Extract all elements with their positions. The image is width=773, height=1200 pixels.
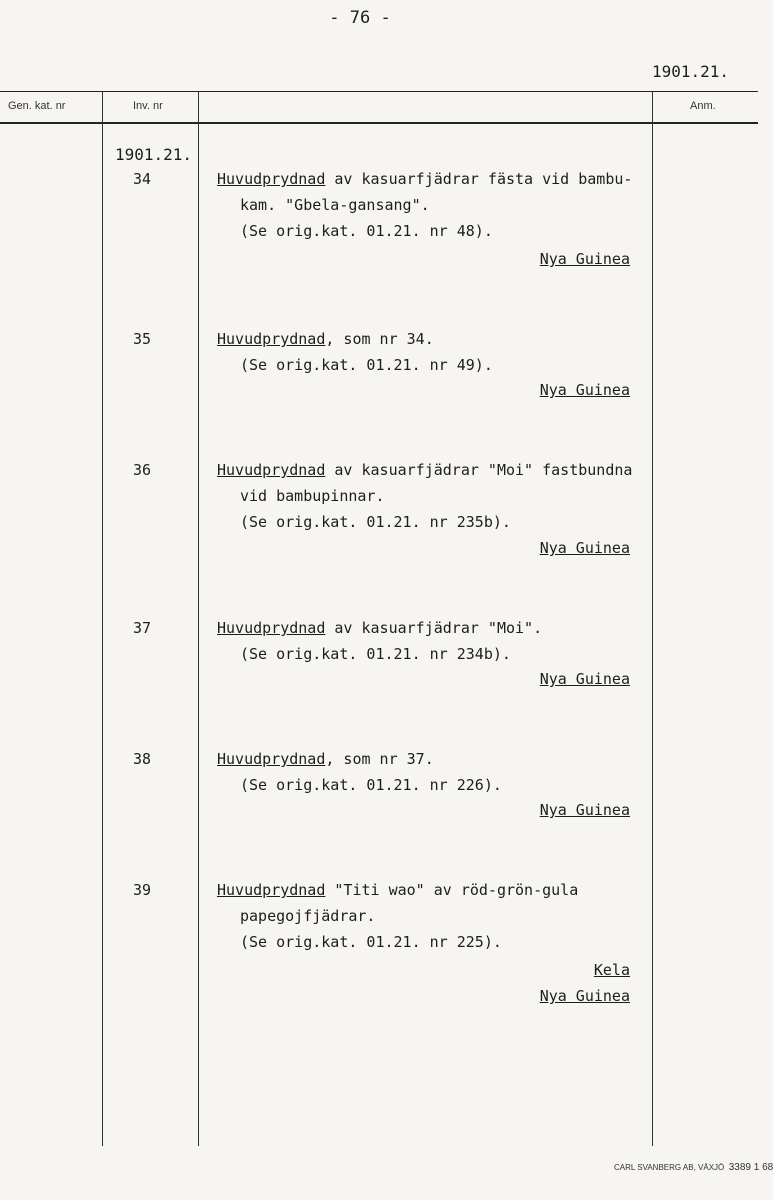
location-text: Nya Guinea bbox=[539, 987, 630, 1005]
column-divider-inv-desc bbox=[198, 91, 199, 1146]
location-text: Kela bbox=[593, 961, 630, 979]
column-divider-gen-inv bbox=[102, 91, 103, 1146]
object-term: Huvudprydnad bbox=[217, 330, 326, 348]
reference-line: (Se orig.kat. 01.21. nr 226). bbox=[240, 776, 502, 794]
description-text: , som nr 34. bbox=[325, 330, 434, 348]
reference-line: (Se orig.kat. 01.21. nr 225). bbox=[240, 933, 502, 951]
object-term: Huvudprydnad bbox=[217, 881, 326, 899]
inventory-number: 39 bbox=[133, 881, 152, 899]
object-term: Huvudprydnad bbox=[217, 170, 326, 188]
location-text: Nya Guinea bbox=[539, 539, 630, 557]
inventory-number: 36 bbox=[133, 461, 152, 479]
inventory-prefix: 1901.21. bbox=[115, 145, 193, 164]
location-text: Nya Guinea bbox=[539, 381, 630, 399]
description-line: vid bambupinnar. bbox=[240, 487, 385, 505]
entry-description-first-line bbox=[217, 881, 578, 899]
form-code: 3389 1 68 bbox=[728, 1162, 773, 1173]
description-text: av kasuarfjädrar fästa vid bambu- bbox=[325, 170, 633, 188]
reference-line: (Se orig.kat. 01.21. nr 235b). bbox=[240, 513, 511, 531]
description-text: , som nr 37. bbox=[325, 750, 434, 768]
description-line: kam. "Gbela-gansang". bbox=[240, 196, 430, 214]
reference-line: (Se orig.kat. 01.21. nr 49). bbox=[240, 356, 493, 374]
object-term: Huvudprydnad bbox=[217, 750, 326, 768]
object-term: Huvudprydnad bbox=[217, 619, 326, 637]
description-text: av kasuarfjädrar "Moi". bbox=[325, 619, 543, 637]
description-line: papegojfjädrar. bbox=[240, 907, 376, 925]
page-number: - 76 - bbox=[329, 8, 391, 28]
location-text: Nya Guinea bbox=[539, 801, 630, 819]
header-bottom-rule bbox=[0, 122, 758, 124]
inventory-number: 35 bbox=[133, 330, 152, 348]
location-text: Nya Guinea bbox=[539, 250, 630, 268]
description-text: av kasuarfjädrar "Moi" fastbundna bbox=[325, 461, 633, 479]
inventory-number: 37 bbox=[133, 619, 152, 637]
printer-name: CARL SVANBERG AB, VÄXJÖ bbox=[614, 1163, 725, 1172]
header-gen-kat-nr: Gen. kat. nr bbox=[8, 100, 66, 112]
entry-description-first-line bbox=[217, 619, 542, 637]
reference-line: (Se orig.kat. 01.21. nr 48). bbox=[240, 222, 493, 240]
entry-description-first-line bbox=[217, 750, 434, 768]
catalog-reference: 1901.21. bbox=[652, 62, 730, 81]
header-anm: Anm. bbox=[690, 100, 716, 112]
description-text: "Titi wao" av röd-grön-gula bbox=[325, 881, 579, 899]
object-term: Huvudprydnad bbox=[217, 461, 326, 479]
location-text: Nya Guinea bbox=[539, 670, 630, 688]
column-divider-desc-anm bbox=[652, 91, 653, 1146]
printer-footer bbox=[614, 1162, 773, 1173]
header-top-rule bbox=[0, 91, 758, 92]
entry-description-first-line bbox=[217, 461, 632, 479]
entry-description-first-line bbox=[217, 170, 632, 188]
inventory-number: 38 bbox=[133, 750, 152, 768]
entry-description-first-line bbox=[217, 330, 434, 348]
inventory-number: 34 bbox=[133, 170, 152, 188]
header-inv-nr: Inv. nr bbox=[133, 100, 163, 112]
reference-line: (Se orig.kat. 01.21. nr 234b). bbox=[240, 645, 511, 663]
